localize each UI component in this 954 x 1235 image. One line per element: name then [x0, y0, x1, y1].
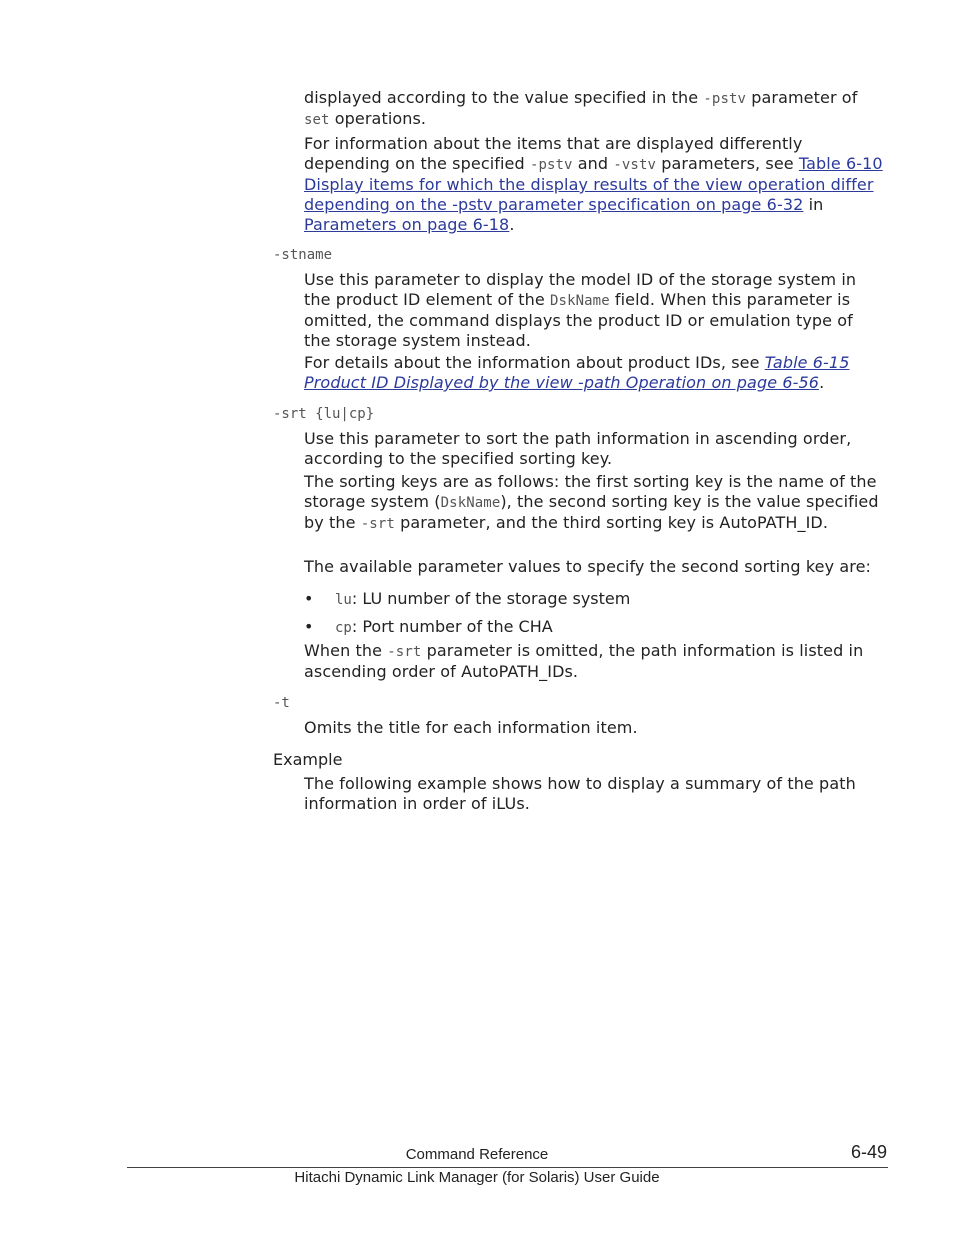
- text: .: [819, 373, 825, 392]
- footer-divider: [127, 1167, 888, 1168]
- srt-omitted-note: [304, 641, 884, 682]
- code-lu: lu: [335, 592, 352, 608]
- pstv-continuation: [304, 88, 884, 130]
- text: parameter, and the third sorting key is AutoPATH_ID.: [394, 513, 829, 532]
- text: The sorting keys are as follows: the first sorting key is the name of the storage system (: [304, 472, 877, 511]
- footer-book-title: Hitachi Dynamic Link Manager (for Solaris) User Guide: [294, 1169, 660, 1186]
- text: in: [803, 195, 824, 214]
- code-pstv: -pstv: [529, 157, 573, 173]
- pstv-info-paragraph: [304, 134, 884, 235]
- text: Use this parameter to display the model ID of the storage system in the product ID element of the: [304, 270, 857, 309]
- text: When the: [304, 641, 388, 660]
- text: and: [572, 154, 614, 173]
- text: operations.: [329, 109, 427, 128]
- text: field. When this parameter is omitted, the command displays the product ID or emulation type of the storage system instead.: [304, 290, 853, 350]
- example-description: The following example shows how to display a summary of the path information in order of iLUs.: [304, 774, 856, 813]
- text: parameter is omitted, the path information is listed in ascending order of AutoPATH_IDs.: [304, 641, 864, 681]
- code-set: set: [304, 112, 330, 128]
- text: parameters, see: [656, 154, 799, 173]
- text: parameter of: [746, 88, 858, 107]
- stname-description: [304, 270, 884, 351]
- code-vstv: -vstv: [613, 157, 657, 173]
- bullet-marker: •: [304, 589, 314, 608]
- code-srt: -srt: [387, 644, 422, 660]
- code-cp: cp: [335, 620, 352, 636]
- param-term-stname: -stname: [273, 247, 333, 263]
- text: : Port number of the CHA: [351, 617, 553, 636]
- code-srt: -srt: [360, 516, 395, 532]
- code-dskname: DskName: [440, 495, 501, 511]
- text: ), the second sorting key is the value specified by the: [304, 492, 879, 532]
- link-table-6-15[interactable]: Table 6-15 Product ID Displayed by the view -path Operation on page 6-56: [304, 353, 850, 392]
- srt-available-values: The available parameter values to specify the second sorting key are:: [304, 557, 872, 576]
- text: For details about the information about product IDs, see: [304, 353, 765, 372]
- code-dskname: DskName: [550, 293, 610, 309]
- code-pstv: -pstv: [703, 91, 747, 107]
- srt-sorting-keys: [304, 472, 884, 534]
- bullet-cp: [335, 617, 553, 638]
- text: .: [509, 215, 515, 234]
- param-term-srt: -srt {lu|cp}: [273, 406, 375, 422]
- text: displayed according to the value specified in the: [304, 88, 704, 107]
- page-number: 6-49: [851, 1142, 888, 1162]
- srt-description: Use this parameter to sort the path information in ascending order, according to the specified sorting key.: [304, 429, 852, 468]
- bullet-lu: [335, 589, 630, 610]
- example-heading: Example: [273, 750, 343, 769]
- text: For information about the items that are displayed differently depending on the specified: [304, 134, 803, 173]
- bullet-marker: •: [304, 617, 314, 636]
- footer-section-title: Command Reference: [405, 1146, 549, 1163]
- stname-details: [304, 353, 884, 393]
- text: : LU number of the storage system: [351, 589, 631, 608]
- param-term-t: -t: [273, 695, 290, 711]
- link-parameters-page[interactable]: Parameters on page 6-18: [304, 215, 510, 234]
- t-description: Omits the title for each information item.: [304, 718, 638, 737]
- link-table-6-10[interactable]: Table 6-10 Display items for which the display results of the view operation differ depending on the -pstv parameter specification on page 6-32: [304, 154, 883, 214]
